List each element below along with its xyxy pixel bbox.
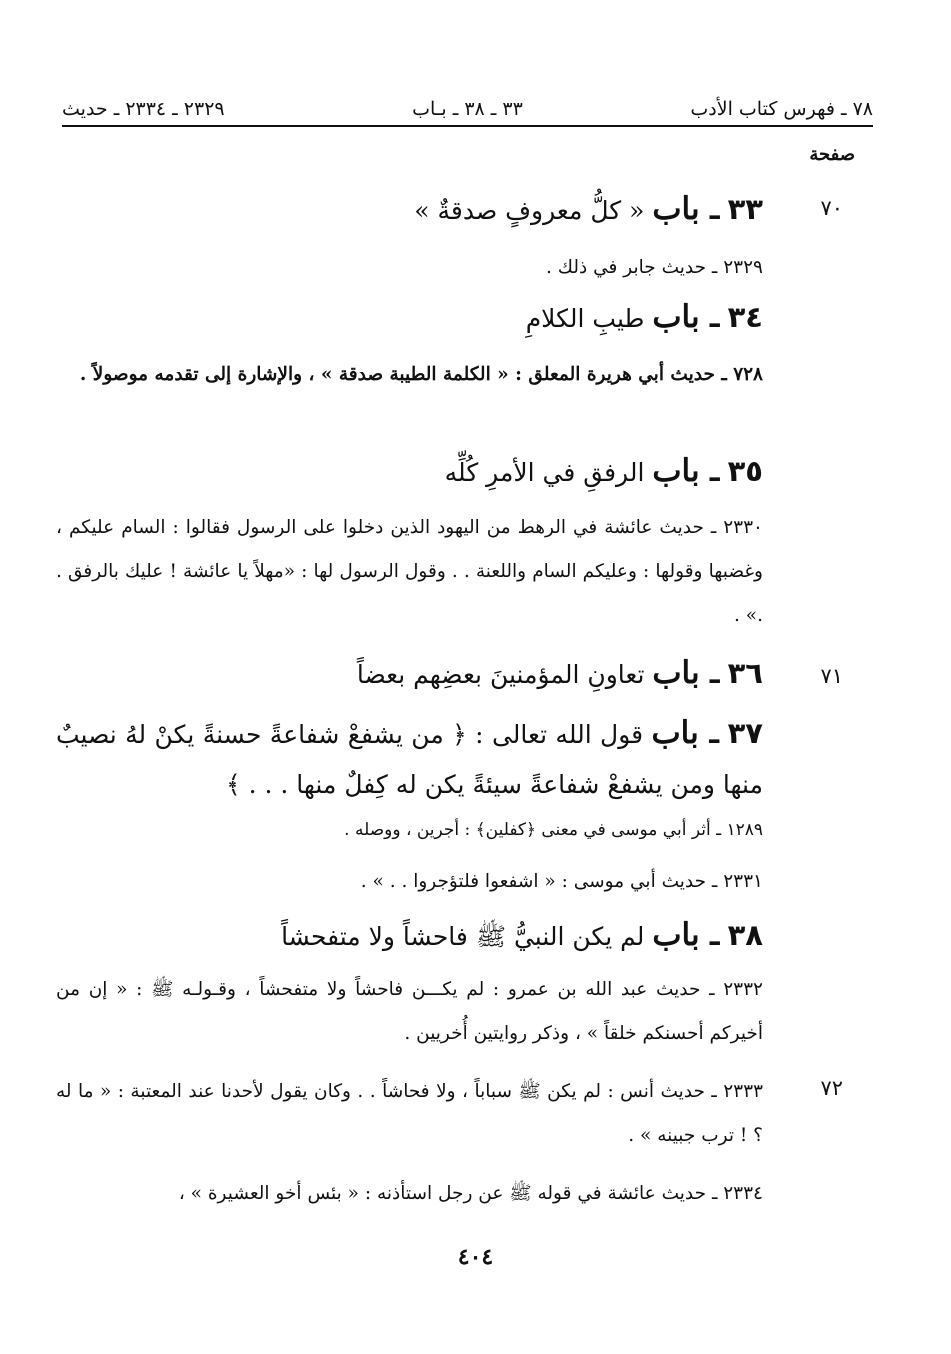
header-chapter-title: ٧٨ ـ فهرس كتاب الأدب [690, 98, 873, 120]
hadith-entry: ٢٣٣٠ ـ حديث عائشة في الرهط من اليهود الذين دخلوا على الرسول فقالوا : السام عليكم ، وغضبها وقولها : وعليكم السام واللعنة . . وقول الرسول لها : «مهلاً يا عائشة ! عليك بالرفق . .» . [56, 517, 763, 626]
chapter-title: « كلُّ معروفٍ صدقةٌ » [414, 196, 645, 225]
chapter-word: باب [651, 715, 699, 751]
hadith-entry: ٢٣٣١ ـ حديث أبي موسى : « اشفعوا فلتؤجروا . . » . [360, 871, 763, 892]
header-chapter-range: ٣٣ ـ ٣٨ ـ بـاب [412, 98, 523, 120]
chapter-number: ٣٨ [727, 918, 763, 952]
chapter-heading: ٣٧ ـ باب قول الله تعالى : ﴿ من يشفعْ شفاعةً حسنةً يكنْ لهُ نصيبٌ منها ومن يشفعْ شفاعةً سيئةً يكن له كِفلٌ منها . . . ﴾ [56, 715, 763, 799]
margin-page-ref: ٧١ [820, 664, 843, 688]
chapter-heading: ٣٣ ـ باب « كلُّ معروفٍ صدقةٌ » [414, 191, 763, 227]
margin-page-ref: ٧٠ [820, 196, 843, 220]
margin-page-ref: ٧٢ [820, 1076, 843, 1100]
chapter-title: تعاونِ المؤمنينَ بعضِهم بعضاً [356, 660, 645, 689]
hadith-entry: ٧٢٨ ـ حديث أبي هريرة المعلق : « الكلمة الطيبة صدقة » ، والإشارة إلى تقدمه موصولاً . [79, 364, 763, 385]
chapter-word: باب [652, 191, 700, 227]
chapter-word: باب [652, 299, 700, 335]
hadith-entry: ٢٣٢٩ ـ حديث جابر في ذلك . [546, 257, 763, 278]
header-rule [62, 125, 873, 127]
chapter-word: باب [652, 917, 700, 953]
chapter-word: باب [652, 453, 700, 489]
chapter-heading: ٣٤ ـ باب طيبِ الكلامِ [525, 299, 763, 335]
chapter-heading: ٣٦ ـ باب تعاونِ المؤمنينَ بعضِهم بعضاً [356, 655, 763, 691]
hadith-entry: ٢٣٣٣ ـ حديث أنس : لم يكن ﷺ سباباً ، ولا فحاشاً . . وكان يقول لأحدنا عند المعتبة : « ما له ؟ ! ترب جبينه » . [56, 1081, 763, 1146]
hadith-entry: ٢٣٣٤ ـ حديث عائشة في قوله ﷺ عن رجل استأذنه : « بئس أخو العشيرة » ، [178, 1183, 763, 1204]
header-hadith-range: ٢٣٢٩ ـ ٢٣٣٤ ـ حديث [62, 98, 225, 120]
chapter-number: ٣٣ [727, 192, 763, 226]
chapter-title: لم يكن النبيُّ ﷺ فاحشاً ولا متفحشاً [281, 922, 645, 951]
chapter-number: ٣٤ [727, 300, 763, 334]
hadith-entry: ٢٣٣٢ ـ حديث عبد الله بن عمرو : لم يكـــن فاحشاً ولا متفحشاً ، وقـولـه ﷺ : « إن من أخيركم أحسنكم خلقاً » ، وذكر روايتين أُخريين . [56, 979, 763, 1044]
page-number: ٤٠٤ [457, 1244, 494, 1270]
chapter-number: ٣٦ [727, 656, 763, 690]
chapter-word: باب [652, 655, 700, 691]
chapter-heading: ٣٨ ـ باب لم يكن النبيُّ ﷺ فاحشاً ولا متفحشاً [281, 917, 763, 953]
chapter-title: قول الله تعالى : ﴿ من يشفعْ شفاعةً حسنةً يكنْ لهُ نصيبٌ منها ومن يشفعْ شفاعةً سيئةً يكن له كِفلٌ منها . . . ﴾ [56, 720, 763, 799]
page-column-label: صفحة [809, 144, 855, 165]
chapter-title: طيبِ الكلامِ [525, 304, 645, 333]
chapter-number: ٣٥ [727, 454, 763, 488]
chapter-heading: ٣٥ ـ باب الرفقِ في الأمرِ كُلِّه [444, 453, 763, 489]
chapter-number: ٣٧ [727, 716, 763, 750]
chapter-title: الرفقِ في الأمرِ كُلِّه [444, 458, 645, 487]
hadith-entry: ١٢٨٩ ـ أثر أبي موسى في معنى ﴿كفلين﴾ : أجرين ، ووصله . [344, 820, 763, 840]
running-header [62, 88, 873, 128]
